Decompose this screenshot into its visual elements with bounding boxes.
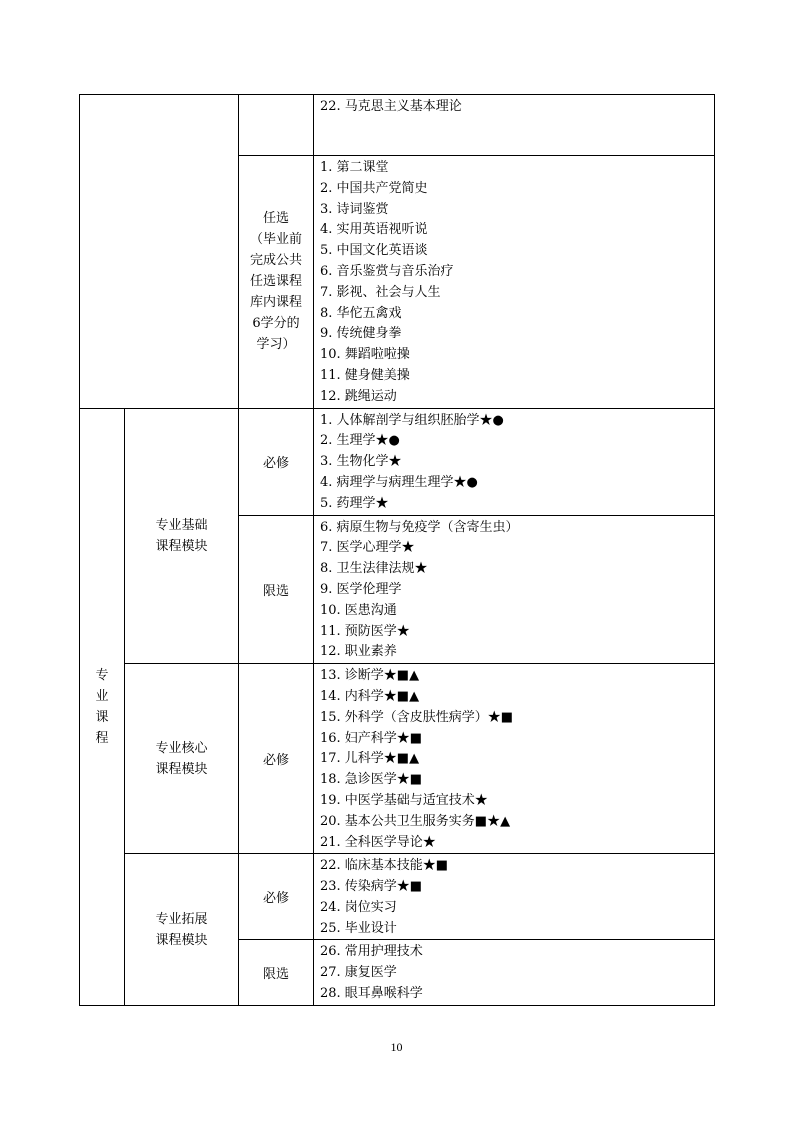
- professional-category-label: 专 业 课 程: [80, 408, 125, 1005]
- foundation-required-course-list: [314, 408, 715, 515]
- course-item: 19. 中医学基础与适宜技术★: [320, 792, 488, 808]
- foundation-limited-label: 限选: [239, 515, 314, 664]
- course-item: 4. 实用英语视听说: [320, 222, 428, 238]
- course-item: 12. 职业素养: [320, 644, 397, 660]
- course-item: 18. 急诊医学★■: [320, 772, 423, 788]
- foundation-limited-course-list: [314, 515, 715, 664]
- course-item: 11. 健身健美操: [320, 367, 410, 383]
- course-item: 4. 病理学与病理生理学★●: [320, 474, 478, 490]
- course-item: 26. 常用护理技术: [320, 944, 423, 960]
- page-number: 10: [390, 1040, 403, 1054]
- course-item: 27. 康复医学: [320, 965, 397, 981]
- core-required-label: 必修: [239, 664, 314, 854]
- course-item: 25. 毕业设计: [320, 920, 397, 936]
- foundation-required-label: 必修: [239, 408, 314, 515]
- elective-course-list: [314, 156, 715, 409]
- course-item: 2. 中国共产党简史: [320, 180, 428, 196]
- course-item: 14. 内科学★■▲: [320, 688, 420, 704]
- course-item: 5. 中国文化英语谈: [320, 243, 428, 259]
- course-item: 28. 眼耳鼻喉科学: [320, 986, 423, 1002]
- extension-required-course-list: [314, 854, 715, 940]
- course-item: 20. 基本公共卫生服务实务■★▲: [320, 813, 511, 829]
- course-item: 1. 第二课堂: [320, 160, 389, 175]
- course-item: 22. 马克思主义基本理论: [320, 99, 462, 114]
- course-item: 10. 医患沟通: [320, 602, 397, 618]
- course-item: 11. 预防医学★: [320, 623, 410, 639]
- core-required-course-list: [314, 664, 715, 854]
- course-item: 15. 外科学（含皮肤性病学）★■: [320, 709, 514, 725]
- course-item: 3. 诗词鉴赏: [320, 201, 389, 217]
- empty-type-cell: [239, 95, 314, 156]
- curriculum-table: [79, 94, 715, 1006]
- course-item: 9. 传统健身拳: [320, 326, 402, 342]
- course-item: 12. 跳绳运动: [320, 388, 397, 404]
- course-item: 21. 全科医学导论★: [320, 834, 436, 850]
- foundation-module-label: 专业基础 课程模块: [125, 408, 239, 664]
- course-item: 8. 卫生法律法规★: [320, 561, 428, 577]
- extension-required-label: 必修: [239, 854, 314, 940]
- course-item: 23. 传染病学★■: [320, 879, 423, 895]
- course-item: 7. 影视、社会与人生: [320, 284, 441, 300]
- course-item: 17. 儿科学★■▲: [320, 751, 420, 767]
- course-item: 16. 妇产科学★■: [320, 730, 423, 746]
- course-item: 9. 医学伦理学: [320, 581, 402, 597]
- course-item: 5. 药理学★: [320, 495, 389, 511]
- elective-note: 任选 （毕业前 完成公共 任选课程 库内课程 6学分的 学习）: [249, 211, 302, 353]
- extension-limited-label: 限选: [239, 940, 314, 1005]
- course-item: 1. 人体解剖学与组织胚胎学★●: [320, 412, 504, 428]
- course-item: 3. 生物化学★: [320, 454, 402, 470]
- course-item: 13. 诊断学★■▲: [320, 668, 420, 684]
- course-item: 10. 舞蹈啦啦操: [320, 347, 410, 363]
- extension-limited-course-list: [314, 940, 715, 1005]
- empty-category-cell: [80, 95, 239, 409]
- elective-label: [239, 156, 314, 409]
- course-item: 7. 医学心理学★: [320, 540, 415, 556]
- course-item: 2. 生理学★●: [320, 433, 400, 449]
- extension-module-label: 专业拓展 课程模块: [125, 854, 239, 1006]
- course-item: 24. 岗位实习: [320, 899, 397, 915]
- course-item: 6. 音乐鉴赏与音乐治疗: [320, 263, 454, 279]
- course-item: 22. 临床基本技能★■: [320, 858, 449, 874]
- course-item: 6. 病原生物与免疫学（含寄生虫）: [320, 519, 519, 535]
- core-module-label: 专业核心 课程模块: [125, 664, 239, 854]
- required-course-cell: [314, 95, 715, 156]
- course-item: 8. 华佗五禽戏: [320, 305, 402, 321]
